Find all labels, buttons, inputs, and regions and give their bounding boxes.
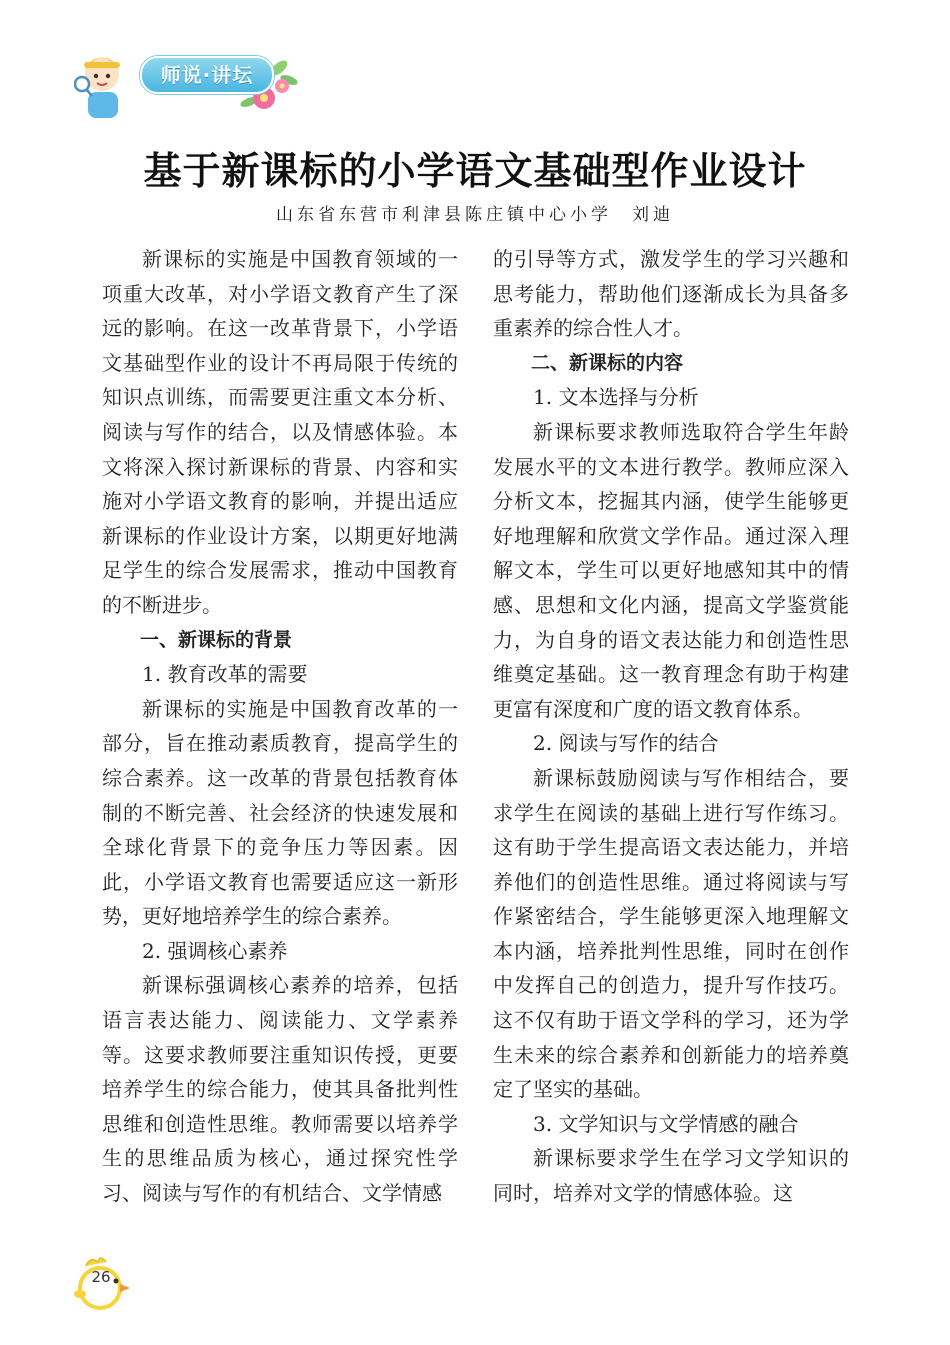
left-column xyxy=(102,242,458,1211)
subheading-text-selection: 1. 文本选择与分析 xyxy=(533,385,699,410)
article-title: 基于新课标的小学语文基础型作业设计 xyxy=(143,149,807,193)
paragraph-education-reform: 新课标的实施是中国教育改革的一部分，旨在推动素质教育，提高学生的综合素养。这一改革的背景包括教育体制的不断完善、社会经济的快速发展和全球化背景下的竞争压力等因素。因此，小学语文教育也需要适应这一新形势，更好地培养学生的综合素养。 xyxy=(102,696,458,929)
page-number: 26 xyxy=(91,1268,111,1286)
subheading-core-literacy: 2. 强调核心素养 xyxy=(142,938,288,963)
intro-paragraph: 新课标的实施是中国教育领域的一项重大改革，对小学语文教育产生了深远的影响。在这一改革背景下，小学语文基础型作业的设计不再局限于传统的知识点训练，而需要更注重文本分析、阅读与写作的结合，以及情感体验。本文将深入探讨新课标的背景、内容和实施对小学语文教育的影响，并提出适应新课标的作业设计方案，以期更好地满足学生的综合发展需求，推动中国教育的不断进步。 xyxy=(102,247,458,617)
right-column xyxy=(493,242,849,1211)
paragraph-text-selection: 新课标要求教师选取符合学生年龄发展水平的文本进行教学。教师应深入分析文本，挖掘其内涵，使学生能够更好地理解和欣赏文学作品。通过深入理解文本，学生可以更好地感知其中的情感、思想和文化内涵，提高文学鉴赏能力，为自身的语文表达能力和创造性思维奠定基础。这一教育理念有助于构建更富有深度和广度的语文教育体系。 xyxy=(493,419,849,721)
paragraph-core-literacy: 新课标强调核心素养的培养，包括语言表达能力、阅读能力、文学素养等。这要求教师要注重知识传授，更要培养学生的综合能力，使其具备批判性思维和创造性思维。教师需要以培养学生的思维品质为核心，通过探究性学习、阅读与写作的有机结合、文学情感 xyxy=(102,973,458,1206)
section-heading-background: 一、新课标的背景 xyxy=(140,628,293,651)
paragraph-continuation: 的引导等方式，激发学生的学习兴趣和思考能力，帮助他们逐渐成长为具备多重素养的综合性人才。 xyxy=(493,247,849,341)
subheading-reading-writing: 2. 阅读与写作的结合 xyxy=(533,731,719,756)
cartoon-boy-icon xyxy=(75,57,120,118)
author-name: 刘迪 xyxy=(632,205,674,225)
section-heading-content: 二、新课标的内容 xyxy=(531,351,684,374)
subheading-literary-knowledge: 3. 文学知识与文学情感的融合 xyxy=(533,1111,799,1136)
author-affiliation: 山东省东营市利津县陈庄镇中心小学 xyxy=(276,205,612,225)
paragraph-reading-writing: 新课标鼓励阅读与写作相结合，要求学生在阅读的基础上进行写作练习。这有助于学生提高语文表达能力，并培养他们的创造性思维。通过将阅读与写作紧密结合，学生能够更深入地理解文本内涵，培养批判性思维，同时在创作中发挥自己的创造力，提升写作技巧。这不仅有助于语文学科的学习，还为学生未来的综合素养和创新能力的培养奠定了坚实的基础。 xyxy=(493,765,849,1102)
subheading-education-reform: 1. 教育改革的需要 xyxy=(142,662,308,687)
paragraph-literary-knowledge: 新课标要求学生在学习文学知识的同时，培养对文学的情感体验。这 xyxy=(493,1146,849,1206)
column-label-badge: 师说·讲坛 xyxy=(140,56,274,94)
article-byline xyxy=(0,200,950,225)
